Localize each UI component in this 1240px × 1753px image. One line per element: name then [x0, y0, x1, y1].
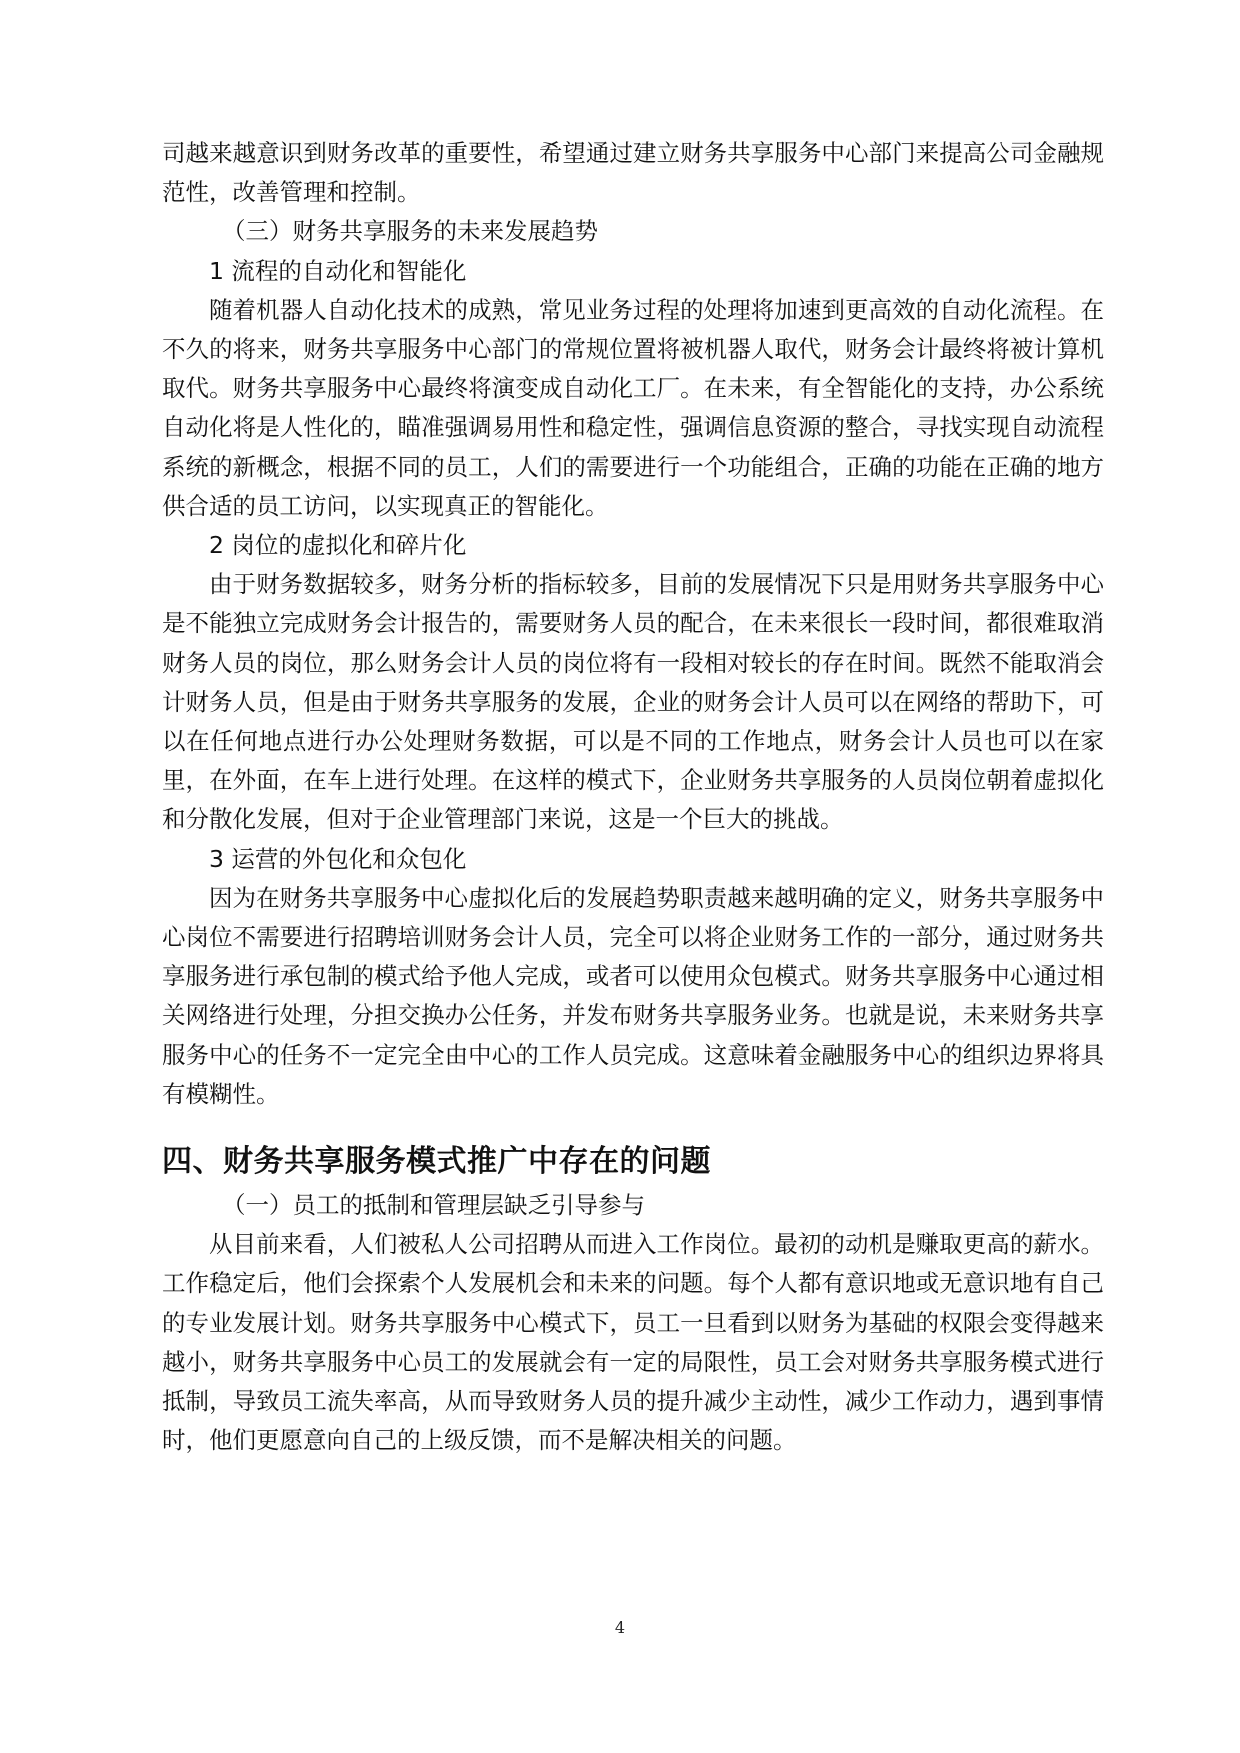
page-number: 4 [614, 1618, 626, 1637]
paragraph-employee-resistance: 从目前来看，人们被私人公司招聘从而进入工作岗位。最初的动机是赚取更高的薪水。工作稳定后，他们会探索个人发展机会和未来的问题。每个人都有意识地或无意识地有自己的专业发展计划。财务共享服务中心模式下，员工一旦看到以财务为基础的权限会变得越来越小，财务共享服务中心员工的发展就会有一定的局限性，员工会对财务共享服务模式进行抵制，导致员工流失率高，从而导致财务人员的提升减少主动性，减少工作动力，遇到事情时，他们更愿意向自己的上级反馈，而不是解决相关的问题。 [162, 1230, 1104, 1455]
paragraph-continuation: 司越来越意识到财务改革的重要性，希望通过建立财务共享服务中心部门来提高公司金融规范性，改善管理和控制。 [162, 139, 1104, 207]
item-title-3: 3 运营的外包化和众包化 [209, 844, 467, 873]
document-page [162, 134, 1104, 1461]
paragraph-outsourcing: 因为在财务共享服务中心虚拟化后的发展趋势职责越来越明确的定义，财务共享服务中心岗位不需要进行招聘培训财务会计人员，完全可以将企业财务工作的一部分，通过财务共享服务进行承包制的模式给予他人完成，或者可以使用众包模式。财务共享服务中心通过相关网络进行处理，分担交换办公任务，并发布财务共享服务业务。也就是说，未来财务共享服务中心的任务不一定完全由中心的工作人员完成。这意味着金融服务中心的组织边界将具有模糊性。 [162, 883, 1104, 1108]
paragraph-virtualization: 由于财务数据较多，财务分析的指标较多，目前的发展情况下只是用财务共享服务中心是不能独立完成财务会计报告的，需要财务人员的配合，在未来很长一段时间，都很难取消财务人员的岗位，那么财务会计人员的岗位将有一段相对较长的存在时间。既然不能取消会计财务人员，但是由于财务共享服务的发展，企业的财务会计人员可以在网络的帮助下，可以在任何地点进行办公处理财务数据，可以是不同的工作地点，财务会计人员也可以在家里，在外面，在车上进行处理。在这样的模式下，企业财务共享服务的人员岗位朝着虚拟化和分散化发展，但对于企业管理部门来说，这是一个巨大的挑战。 [162, 570, 1104, 834]
subsection-heading-3: （三）财务共享服务的未来发展趋势 [222, 217, 598, 246]
section-heading-4: 四、财务共享服务模式推广中存在的问题 [162, 1144, 711, 1180]
item-title-2: 2 岗位的虚拟化和碎片化 [209, 531, 467, 560]
paragraph-automation: 随着机器人自动化技术的成熟，常见业务过程的处理将加速到更高效的自动化流程。在不久的将来，财务共享服务中心部门的常规位置将被机器人取代，财务会计最终将被计算机取代。财务共享服务中心最终将演变成自动化工厂。在未来，有全智能化的支持，办公系统自动化将是人性化的，瞄准强调易用性和稳定性，强调信息资源的整合，寻找实现自动流程系统的新概念，根据不同的员工，人们的需要进行一个功能组合，正确的功能在正确的地方供合适的员工访问，以实现真正的智能化。 [162, 295, 1104, 520]
item-title-1: 1 流程的自动化和智能化 [209, 256, 467, 285]
subsection-heading-4-1: （一）员工的抵制和管理层缺乏引导参与 [222, 1191, 645, 1220]
